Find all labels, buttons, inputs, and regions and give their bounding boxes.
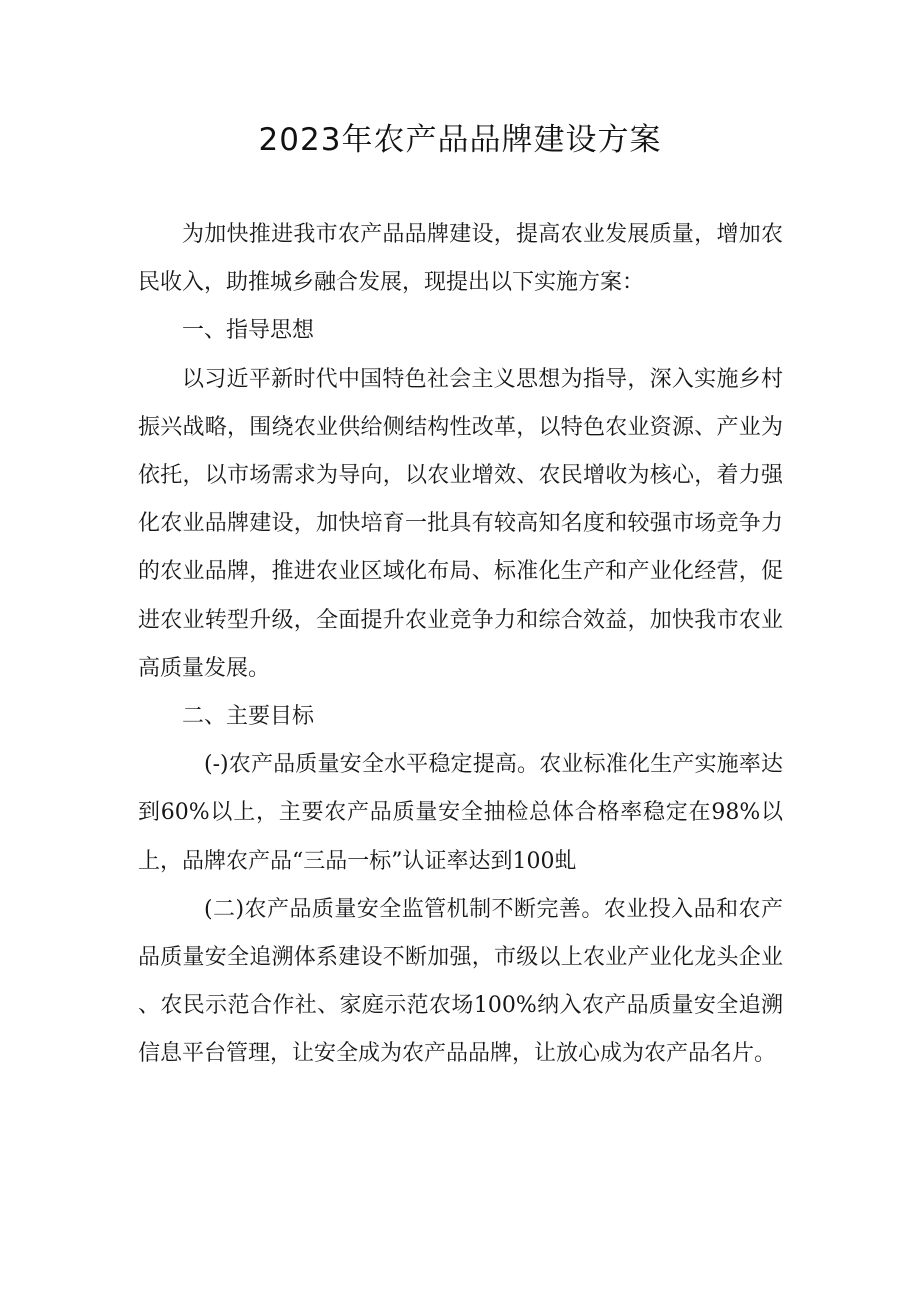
goal-two-paragraph: (二)农产品质量安全监管机制不断完善。农业投入品和农产品质量安全追溯体系建设不断加强，市级以上农业产业化龙头企业、农民示范合作社、家庭示范农场100%纳入农产品质量安全追溯信息平台管理，让安全成为农产品品牌，让放心成为农产品名片。 xyxy=(138,896,783,1067)
section-heading-guiding-ideology: 一、指导思想 xyxy=(182,318,315,344)
document-body xyxy=(138,211,783,1079)
section-heading-main-goals: 二、主要目标 xyxy=(182,704,315,730)
document-title: 2023年农产品品牌建设方案 xyxy=(258,122,662,158)
goal-one-paragraph: (-)农产品质量安全水平稳定提高。农业标准化生产实施率达到60%以上，主要农产品质量安全抽检总体合格率稳定在98%以上，品牌农产品“三品一标”认证率达到100虬 xyxy=(138,752,783,874)
intro-paragraph: 为加快推进我市农产品品牌建设，提高农业发展质量，增加农民收入，助推城乡融合发展，现提出以下实施方案： xyxy=(138,222,783,296)
guiding-ideology-paragraph: 以习近平新时代中国特色社会主义思想为指导，深入实施乡村振兴战略，围绕农业供给侧结构性改革，以特色农业资源、产业为依托，以市场需求为导向，以农业增效、农民增收为核心，着力强化农业品牌建设，加快培育一批具有较高知名度和较强市场竞争力的农业品牌，推进农业区域化布局、标准化生产和产业化经营，促进农业转型升级，全面提升农业竞争力和综合效益，加快我市农业高质量发展。 xyxy=(138,366,783,681)
